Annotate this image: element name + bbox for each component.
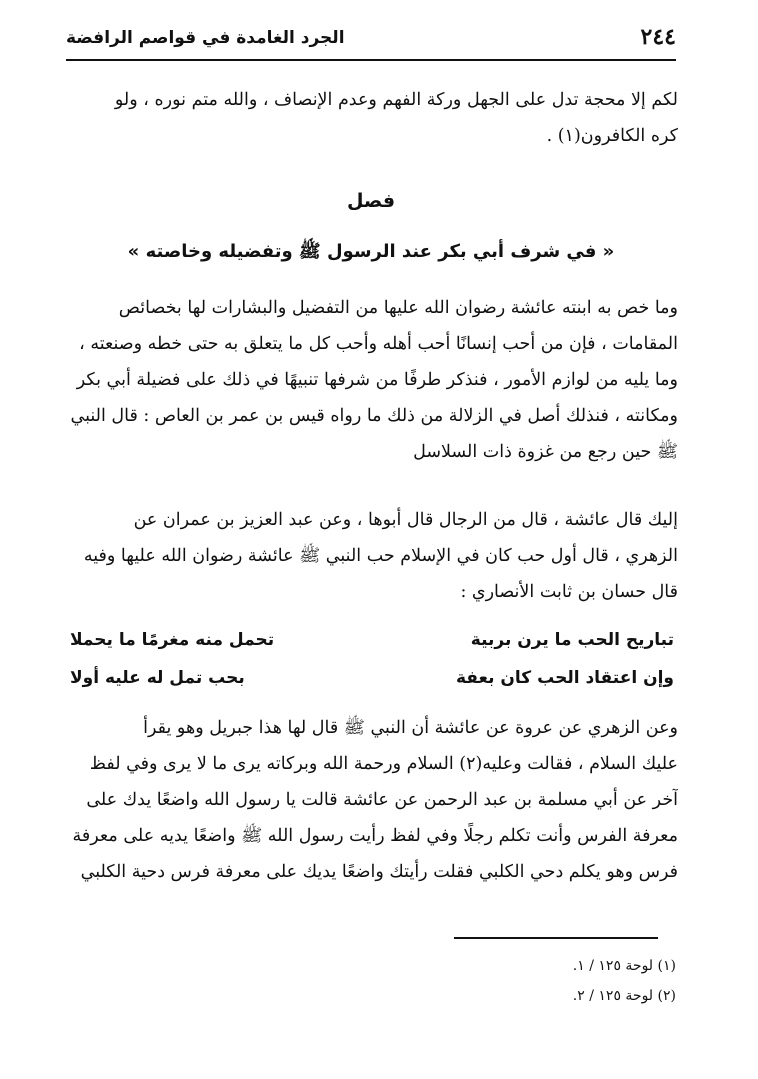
book-title: الجرد الغامدة في قواصم الرافضة — [66, 28, 345, 48]
text-line: كره الكافرون(١) . — [546, 126, 678, 146]
poem-hemistich-first: وإن اعتقاد الحب كان بعفة — [455, 668, 674, 688]
text-line: الزهري ، قال أول حب كان في الإسلام حب النبي ﷺ عائشة رضوان الله عليها وفيه — [83, 546, 678, 566]
text-line: معرفة الفرس وأنت تكلم رجلًا وفي لفظ رأيت رسول الله ﷺ واضعًا يديه على معرفة — [72, 826, 678, 846]
text-line: وعن الزهري عن عروة عن عائشة أن النبي ﷺ قال لها هذا جبريل وهو يقرأ — [143, 718, 678, 738]
text-line: قال حسان بن ثابت الأنصاري : — [460, 582, 678, 602]
poem-hemistich-second: تحمل منه مغرمًا ما يحملا — [70, 630, 275, 650]
text-line: المقامات ، فإن من أحب إنسانًا أحب أهله وأحب كل ما يتعلق به حتى خطه وصنعته ، — [79, 334, 678, 354]
paragraph-3 — [64, 502, 678, 610]
text-line: ومكانته ، فنذلك أصل في الزلالة من ذلك ما رواه قيس بن عمر بن العاص : قال النبي — [70, 406, 678, 426]
poem-hemistich-second: بحب تمل له عليه أولا — [70, 668, 245, 688]
text-line: لكم إلا محجة تدل على الجهل وركة الفهم وعدم الإنصاف ، والله متم نوره ، ولو — [114, 90, 678, 110]
section-heading: فصل — [346, 190, 396, 212]
paragraph-4 — [64, 710, 678, 890]
page-number: ٢٤٤ — [640, 24, 676, 50]
text-line: عليك السلام ، فقالت وعليه(٢) السلام ورحمة الله وبركاته يرى ما لا يرى وفي لفظ — [89, 754, 678, 774]
text-line: وما يليه من لوازم الأمور ، فنذكر طرفًا من شرفها تنبيهًا في ذلك على فضيلة أبي بكر — [76, 370, 678, 390]
poem-hemistich-first: تباريح الحب ما يرن بربية — [470, 630, 674, 650]
text-line: فرس وهو يكلم دحي الكلبي فقلت رأيتك واضعًا يديك على معرفة فرس دحية الكلبي — [80, 862, 678, 882]
header-divider — [66, 59, 676, 61]
footnote-1: (١) لوحة ١٢٥ / ١. — [572, 958, 676, 974]
text-line: وما خص به ابنته عائشة رضوان الله عليها من التفضيل والبشارات لها بخصائص — [118, 298, 678, 318]
page-header — [66, 22, 676, 58]
text-line: ﷺ حين رجع من غزوة ذات السلاسل — [413, 442, 678, 462]
paragraph-1 — [64, 82, 678, 154]
footnote-divider — [454, 937, 658, 939]
paragraph-2 — [64, 290, 678, 470]
text-line: آخر عن أبي مسلمة بن عبد الرحمن عن عائشة قالت يا رسول الله واضعًا يدك على — [86, 790, 678, 810]
section-subheading: « في شرف أبي بكر عند الرسول ﷺ وتفضيله وخاصته » — [127, 241, 615, 262]
text-line: إليك قال عائشة ، قال من الرجال قال أبوها ، وعن عبد العزيز بن عمران عن — [133, 510, 678, 530]
footnote-2: (٢) لوحة ١٢٥ / ٢. — [572, 988, 676, 1004]
